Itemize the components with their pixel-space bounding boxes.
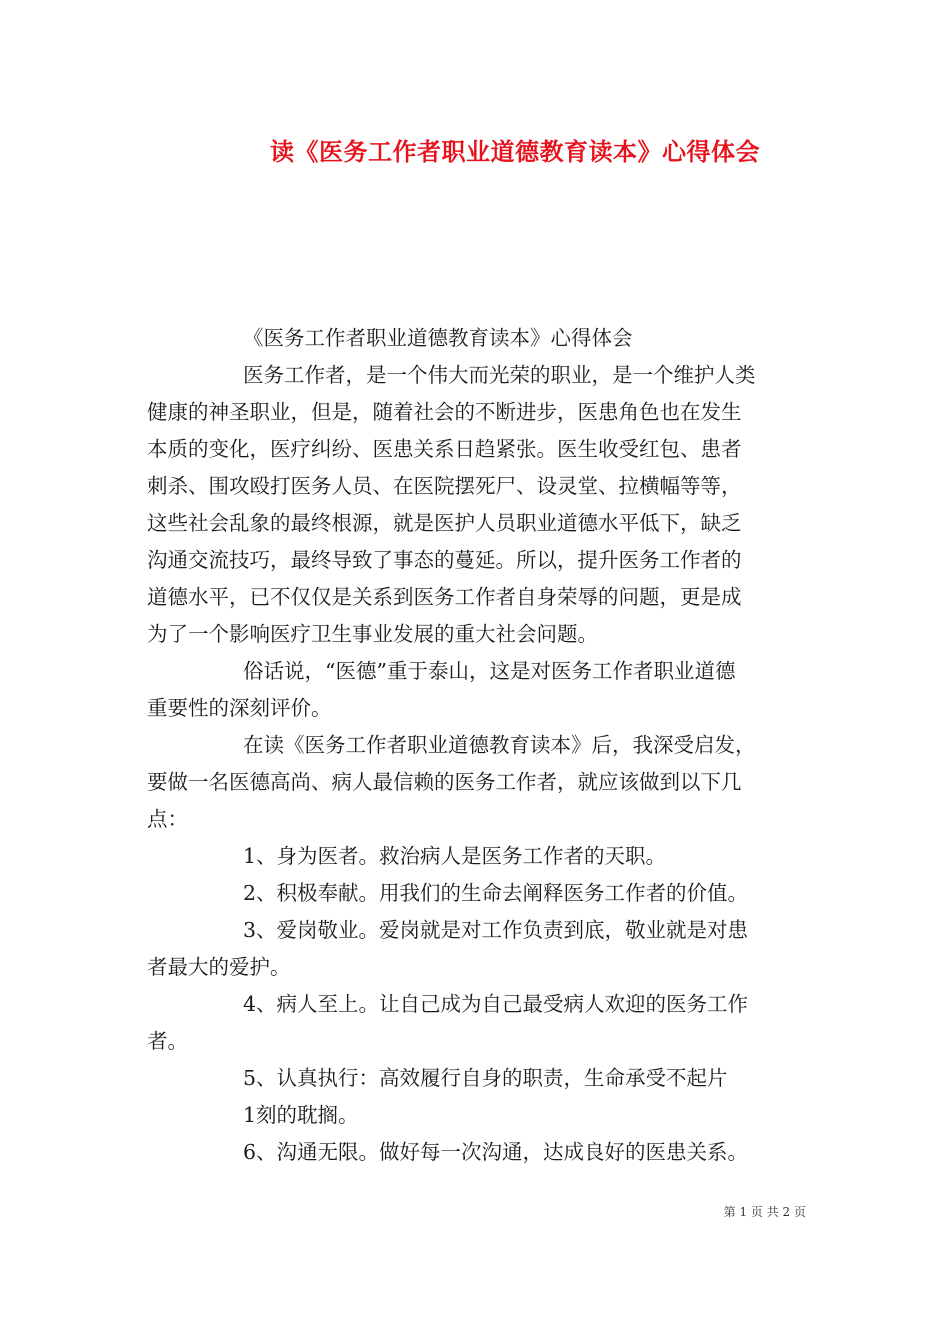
body-line: 者。	[147, 1029, 188, 1053]
document-body	[147, 320, 812, 1171]
list-item-6: 6、沟通无限。做好每一次沟通，达成良好的医患关系。	[243, 1140, 749, 1164]
body-line: 为了一个影响医疗卫生事业发展的重大社会问题。	[147, 622, 598, 646]
body-line: 1刻的耽搁。	[243, 1103, 359, 1127]
body-line: 在读《医务工作者职业道德教育读本》后，我深受启发，	[243, 733, 756, 757]
body-line: 点：	[147, 807, 188, 831]
body-line: 《医务工作者职业道德教育读本》心得体会	[243, 326, 633, 350]
body-line: 刺杀、围攻殴打医务人员、在医院摆死尸、设灵堂、拉横幅等等，	[147, 474, 742, 498]
body-line: 俗话说，“医德”重于泰山，这是对医务工作者职业道德	[243, 659, 736, 683]
list-item-3: 3、爱岗敬业。爱岗就是对工作负责到底，敬业就是对患	[243, 918, 749, 942]
page-number: 第 1 页 共 2 页	[723, 1205, 806, 1219]
body-line: 医务工作者，是一个伟大而光荣的职业，是一个维护人类	[243, 363, 756, 387]
list-item-4: 4、病人至上。让自己成为自己最受病人欢迎的医务工作	[243, 992, 749, 1016]
body-line: 者最大的爱护。	[147, 955, 291, 979]
body-line: 本质的变化，医疗纠纷、医患关系日趋紧张。医生收受红包、患者	[147, 437, 742, 461]
body-line: 这些社会乱象的最终根源，就是医护人员职业道德水平低下，缺乏	[147, 511, 742, 535]
body-line: 健康的神圣职业，但是，随着社会的不断进步，医患角色也在发生	[147, 400, 742, 424]
list-item-2: 2、积极奉献。用我们的生命去阐释医务工作者的价值。	[243, 881, 749, 905]
body-line: 道德水平，已不仅仅是关系到医务工作者自身荣辱的问题，更是成	[147, 585, 742, 609]
list-item-1: 1、身为医者。救治病人是医务工作者的天职。	[243, 844, 667, 868]
body-line: 沟通交流技巧，最终导致了事态的蔓延。所以，提升医务工作者的	[147, 548, 742, 572]
list-item-5: 5、认真执行：高效履行自身的职责，生命承受不起片	[243, 1066, 728, 1090]
body-line: 要做一名医德高尚、病人最信赖的医务工作者，就应该做到以下几	[147, 770, 742, 794]
body-line: 重要性的深刻评价。	[147, 696, 332, 720]
document-title: 读《医务工作者职业道德教育读本》心得体会	[270, 137, 760, 166]
